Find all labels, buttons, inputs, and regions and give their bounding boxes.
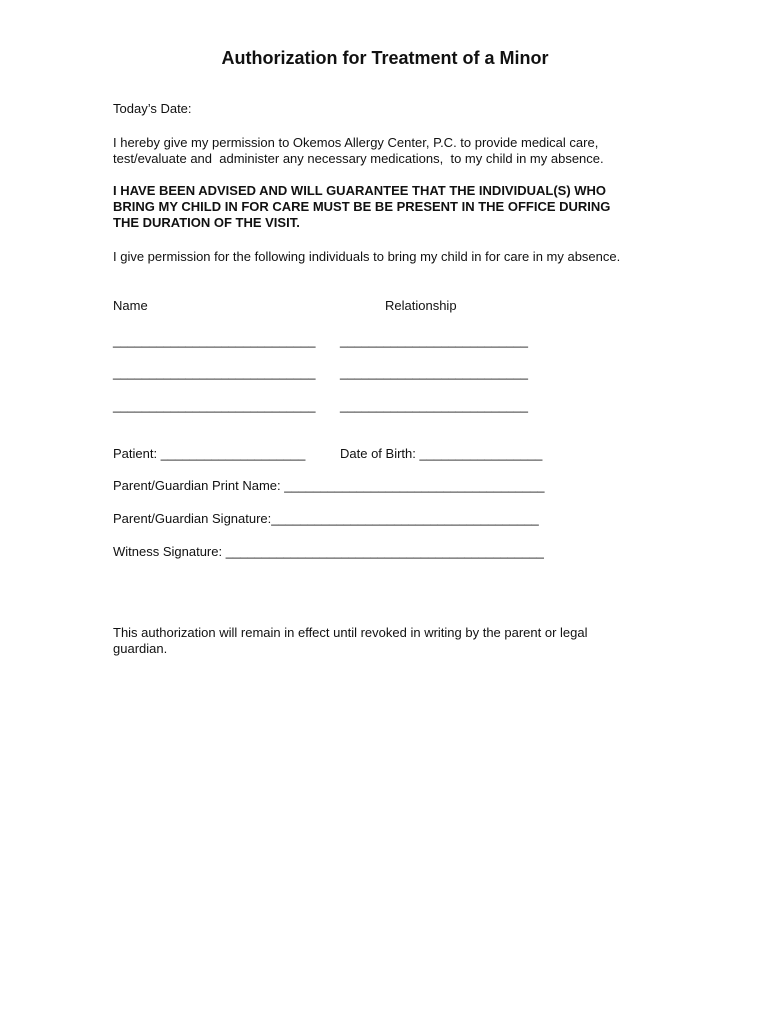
warning-paragraph: [113, 183, 713, 231]
todays-date-label: Today’s Date:: [113, 101, 192, 116]
name-blank-line[interactable]: ____________________________: [113, 398, 316, 413]
relationship-column-header: Relationship: [385, 298, 457, 313]
footer-line: This authorization will remain in effect until revoked in writing by the parent or legal: [113, 625, 588, 640]
relationship-blank-line[interactable]: __________________________: [340, 333, 528, 348]
guardian-print-name-field[interactable]: Parent/Guardian Print Name: ____________________________________: [113, 478, 545, 493]
footer-line: guardian.: [113, 641, 168, 656]
document-title: Authorization for Treatment of a Minor: [221, 48, 549, 68]
individuals-statement: I give permission for the following individuals to bring my child in for care in my absence.: [113, 249, 621, 264]
name-blank-line[interactable]: ____________________________: [113, 333, 316, 348]
date-of-birth-field[interactable]: Date of Birth: _________________: [340, 446, 543, 461]
guardian-signature-field[interactable]: Parent/Guardian Signature:_____________________________________: [113, 511, 539, 526]
name-blank-line[interactable]: ____________________________: [113, 365, 316, 380]
name-column-header: Name: [113, 298, 148, 313]
witness-signature-field[interactable]: Witness Signature: ____________________________________________: [113, 544, 544, 559]
permission-line: I hereby give my permission to Okemos Allergy Center, P.C. to provide medical care,: [113, 135, 599, 150]
patient-field[interactable]: Patient: ____________________: [113, 446, 306, 461]
warning-line: BRING MY CHILD IN FOR CARE MUST BE BE PRESENT IN THE OFFICE DURING: [113, 199, 611, 214]
warning-line: I HAVE BEEN ADVISED AND WILL GUARANTEE THAT THE INDIVIDUAL(S) WHO: [113, 183, 607, 198]
warning-line: THE DURATION OF THE VISIT.: [113, 215, 300, 230]
relationship-blank-line[interactable]: __________________________: [340, 398, 528, 413]
permission-line: test/evaluate and administer any necessary medications, to my child in my absence.: [113, 151, 604, 166]
relationship-blank-line[interactable]: __________________________: [340, 365, 528, 380]
footer-paragraph: [113, 625, 673, 657]
permission-paragraph: [113, 135, 673, 167]
